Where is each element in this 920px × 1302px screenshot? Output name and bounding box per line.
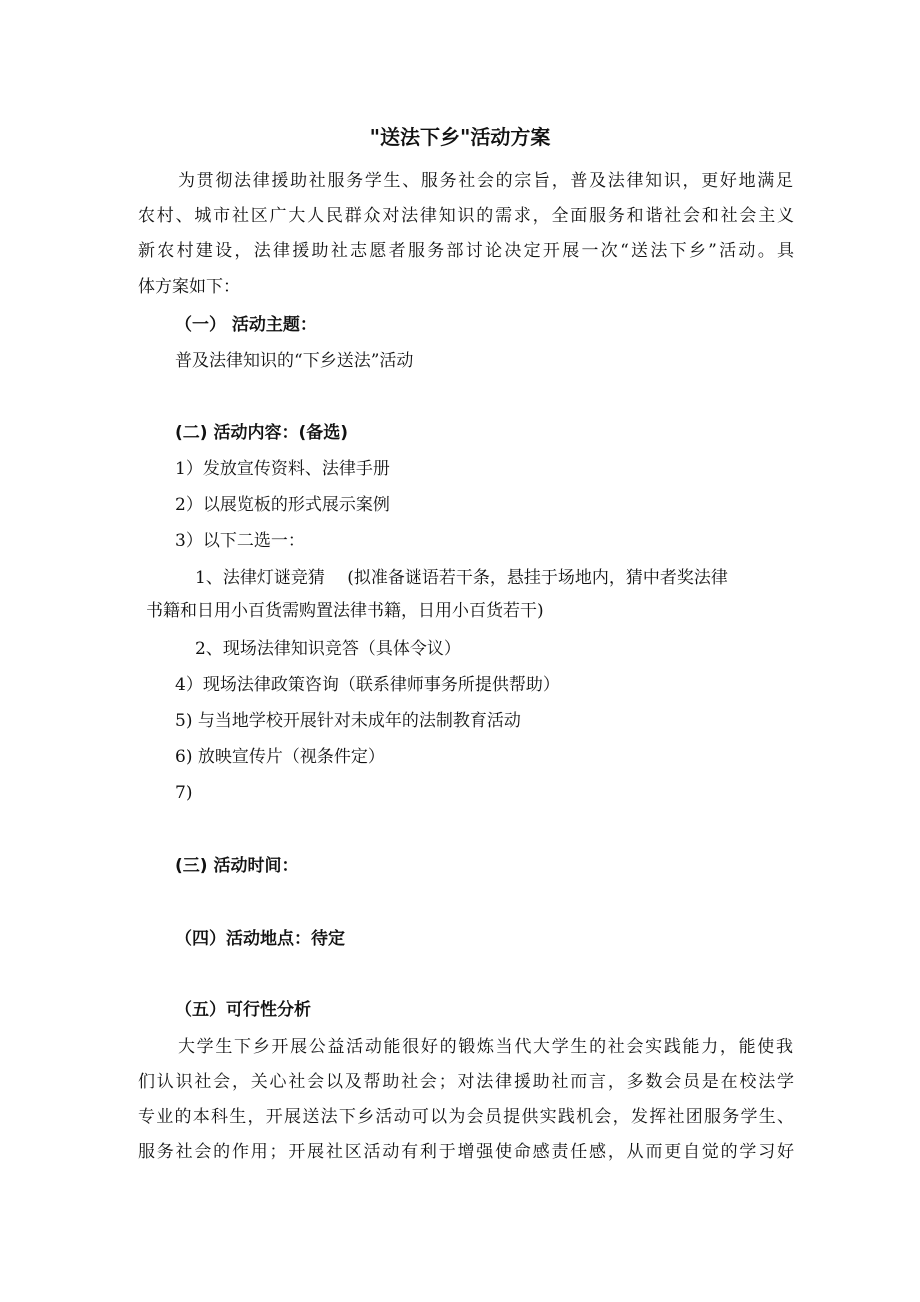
- section-heading: （一） 活动主题：: [175, 315, 317, 335]
- list-item: 书籍和日用小百货需购置法律书籍，日用小百货若干): [146, 601, 544, 621]
- intro-line: 体方案如下：: [138, 277, 240, 297]
- intro-line: 为贯彻法律援助社服务学生、服务社会的宗旨，普及法律知识，更好地满足: [178, 171, 793, 191]
- list-item: 4）现场法律政策咨询（联系律师事务所提供帮助）: [175, 675, 560, 695]
- section-heading: (二) 活动内容：(备选): [175, 423, 348, 443]
- list-item: 6) 放映宣传片（视条件定）: [175, 747, 385, 767]
- body-line: 大学生下乡开展公益活动能很好的锻炼当代大学生的社会实践能力，能使我: [178, 1037, 793, 1057]
- body-line: 服务社会的作用；开展社区活动有利于增强使命感责任感，从而更自觉的学习好: [138, 1142, 794, 1162]
- list-item: 2、现场法律知识竞答（具体令议）: [195, 639, 461, 659]
- section-heading: (三) 活动时间：: [175, 856, 299, 876]
- intro-line: 新农村建设，法律援助社志愿者服务部讨论决定开展一次“送法下乡”活动。具: [138, 241, 794, 261]
- section-heading: （四）活动地点：待定: [175, 929, 345, 949]
- section-heading: （五）可行性分析: [175, 1000, 311, 1020]
- intro-line: 农村、城市社区广大人民群众对法律知识的需求，全面服务和谐社会和社会主义: [138, 206, 794, 226]
- list-item: 2）以展览板的形式展示案例: [175, 495, 390, 515]
- section-body: 普及法律知识的“下乡送法”活动: [175, 351, 414, 371]
- list-item: 1）发放宣传资料、法律手册: [175, 459, 390, 479]
- list-item: 5) 与当地学校开展针对未成年的法制教育活动: [175, 711, 521, 731]
- list-item: 7): [175, 783, 193, 803]
- document-title: "送法下乡"活动方案: [369, 125, 551, 149]
- list-item: 1、法律灯谜竞猜 (拟准备谜语若干条，悬挂于场地内，猜中者奖法律: [195, 568, 728, 588]
- body-line: 专业的本科生，开展送法下乡活动可以为会员提供实践机会，发挥社团服务学生、: [138, 1107, 794, 1127]
- list-item: 3）以下二选一：: [175, 531, 305, 551]
- body-line: 们认识社会，关心社会以及帮助社会；对法律援助社而言，多数会员是在校法学: [138, 1072, 794, 1092]
